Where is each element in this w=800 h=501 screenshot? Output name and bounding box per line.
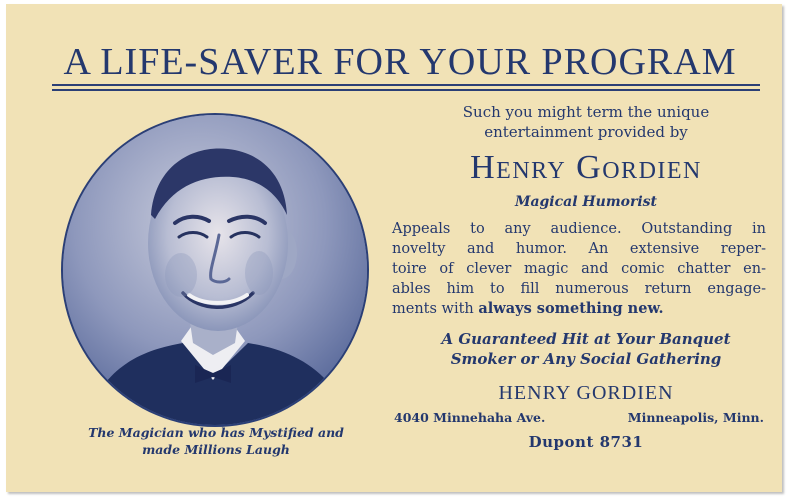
caption-line-2: made Millions Laugh: [142, 442, 290, 457]
headline-rule-bottom: [52, 89, 760, 91]
description-line-4: ables him to fill numerous return engage-: [392, 281, 766, 297]
description-line-3: toire of clever magic and comic chatter en-: [392, 261, 766, 277]
headline: A LIFE-SAVER FOR YOUR PROGRAM: [63, 41, 737, 83]
portrait-photo-icon: [61, 113, 369, 427]
city-state: Minneapolis, Minn.: [627, 410, 764, 425]
postcard: [6, 4, 782, 492]
street-address: 4040 Minnehaha Ave.: [394, 410, 546, 425]
guarantee-line-1: A Guaranteed Hit at Your Banquet: [441, 330, 731, 348]
performer-name-title: Henry Gordien: [470, 149, 702, 186]
contact-name: HENRY GORDIEN: [498, 382, 674, 404]
guarantee-line-2: Smoker or Any Social Gathering: [450, 350, 722, 368]
intro-line-2: entertainment provided by: [484, 123, 688, 141]
headline-rule-top: [52, 84, 760, 86]
description-paragraph: [392, 219, 766, 319]
guarantee-statement: [386, 329, 786, 369]
caption-line-1: The Magician who has Mystified and: [88, 425, 344, 440]
description-line-1: Appeals to any audience. Outstanding in: [392, 221, 766, 237]
portrait-caption: [46, 424, 386, 458]
intro-line-1: Such you might term the unique: [462, 103, 710, 121]
performer-subtitle: Magical Humorist: [514, 194, 658, 210]
description-line-5-text: ments with: [392, 301, 479, 317]
description-line-2: novelty and humor. An extensive reper-: [392, 241, 766, 257]
description-emphasis: always something new.: [478, 300, 664, 317]
portrait-illustration: [63, 115, 367, 425]
phone-number: Dupont 8731: [528, 433, 644, 451]
intro-text: [386, 102, 786, 142]
description-line-5: [392, 299, 766, 319]
